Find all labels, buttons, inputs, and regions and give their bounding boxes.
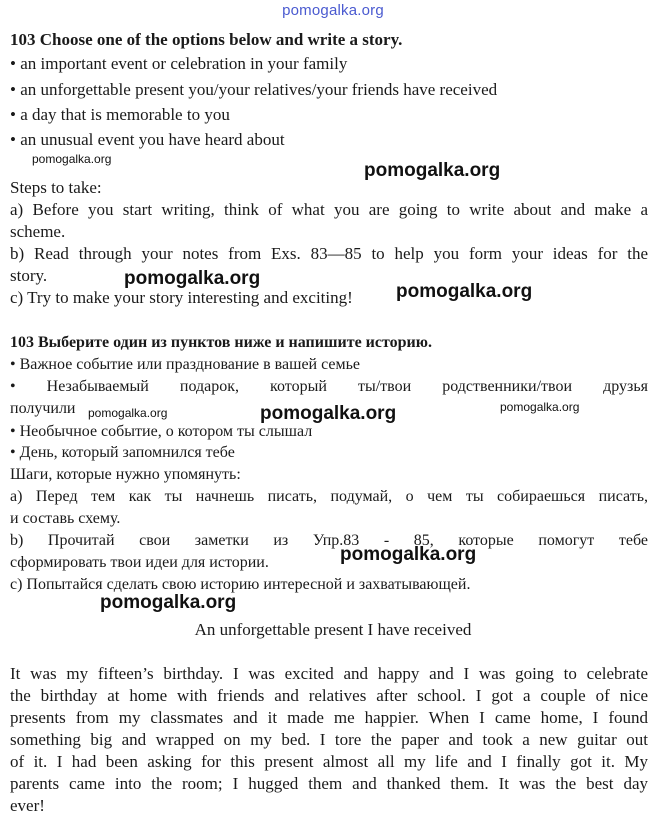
story-line: ever! (10, 796, 45, 815)
ru-line: • Незабываемый подарок, который ты/твои родственники/твои друзья (10, 378, 648, 395)
step-line: scheme. (10, 222, 66, 241)
watermark: pomogalka.org (364, 160, 501, 181)
steps-heading: Steps to take: (10, 178, 102, 197)
ru-line: Шаги, которые нужно упомянуть: (10, 466, 241, 483)
story-line: presents from my classmates and it made me happier. When I came home, I found (10, 708, 648, 727)
ru-line: b) Прочитай свои заметки из Упр.83 - 85, которые помогут тебе (10, 532, 648, 549)
step-line: a) Before you start writing, think of what you are going to write about and make a (10, 200, 648, 219)
watermark: pomogalka.org (500, 400, 580, 414)
step-line: story. (10, 266, 48, 285)
watermark: pomogalka.org (124, 268, 261, 289)
ru-line: с) Попытайся сделать свою историю интересной и захватывающей. (10, 576, 471, 593)
ru-line: сформировать твои идеи для истории. (10, 554, 269, 571)
watermark: pomogalka.org (260, 403, 397, 424)
story-line: parents came into the room; I hugged them and thanked them. It was the best day (10, 774, 648, 793)
option-item: • an important event or celebration in your family (10, 54, 348, 73)
option-item: • an unforgettable present you/your relatives/your friends have received (10, 80, 498, 99)
watermark: pomogalka.org (340, 544, 477, 565)
ru-line: • Важное событие или празднование в вашей семье (10, 356, 361, 373)
ru-line: получили (10, 400, 76, 417)
task-title-en: 103 Choose one of the options below and write a story. (10, 30, 403, 49)
step-line: b) Read through your notes from Exs. 83—85 to help you form your ideas for the (10, 244, 648, 263)
story-title: An unforgettable present I have received (194, 620, 472, 639)
watermark: pomogalka.org (88, 406, 168, 420)
option-item: • a day that is memorable to you (10, 105, 230, 124)
ru-line: а) Перед тем как ты начнешь писать, подумай, о чем ты собираешься писать, (10, 488, 648, 505)
watermark: pomogalka.org (100, 592, 237, 613)
task-title-ru: 103 Выберите один из пунктов ниже и напишите историю. (10, 334, 432, 351)
ru-line: • День, который запомнился тебе (10, 444, 235, 461)
watermark: pomogalka.org (32, 152, 112, 166)
option-item: • an unusual event you have heard about (10, 130, 285, 149)
watermark-top: pomogalka.org (282, 2, 384, 19)
story-line: It was my fifteen’s birthday. I was excited and happy and I was going to celebrate (10, 664, 648, 683)
ru-line: и составь схему. (10, 510, 121, 527)
step-line: c) Try to make your story interesting and exciting! (10, 288, 353, 307)
story-line: the birthday at home with friends and relatives after school. I got a couple of nice (10, 686, 648, 705)
story-line: something big and wrapped on my bed. I tore the paper and took a new guitar out (10, 730, 648, 749)
watermark: pomogalka.org (396, 281, 533, 302)
ru-line: • Необычное событие, о котором ты слышал (10, 423, 313, 440)
story-line: of it. I had been asking for this present almost all my life and I finally got it. My (10, 752, 648, 771)
